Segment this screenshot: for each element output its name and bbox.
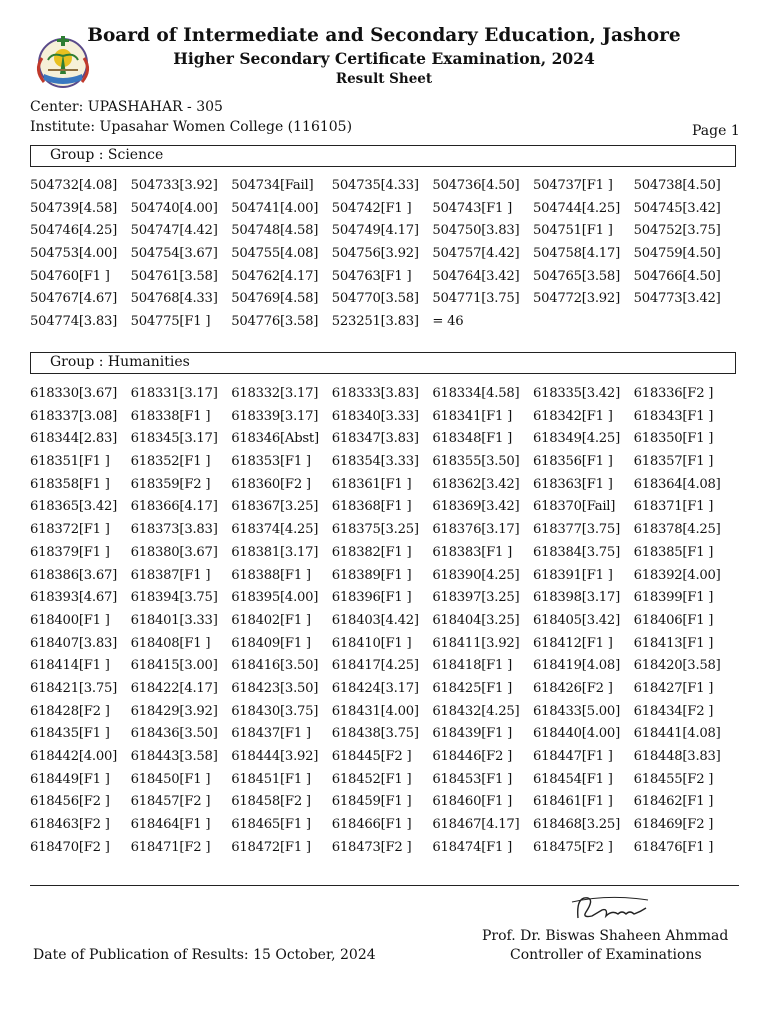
result-entry: 618468[3.25] [532,817,620,833]
result-entry: 618456[F2 ] [30,794,110,810]
result-entry: 504733[3.92] [130,178,218,193]
result-entry: 618443[3.58] [130,749,218,764]
result-entry: 618337[3.08] [30,408,117,424]
result-entry: 504747[4.42] [130,223,218,239]
result-entry: 618422[4.17] [130,680,218,696]
result-entry: 618330[3.67] [30,386,117,401]
result-entry: 618397[3.25] [432,590,520,606]
result-entry: 618381[3.17] [231,544,319,560]
controller-name: Prof. Dr. Biswas Shaheen Ahmmad [482,928,729,944]
result-entry: 618411[3.92] [432,635,520,651]
result-entry: 618404[3.25] [432,612,520,628]
result-entry: 504749[4.17] [331,223,419,239]
result-entry: 618336[F2 ] [633,386,714,401]
result-entry: 504775[F1 ] [130,314,211,330]
result-entry: 618454[F1 ] [532,771,613,787]
result-entry: 504774[3.83] [30,314,117,330]
result-entry: 504766[4.50] [633,268,721,284]
result-entry: 504772[3.92] [532,291,620,307]
result-entry: 618437[F1 ] [231,726,311,742]
result-entry: 618441[4.08] [633,726,721,742]
result-entry: 504767[4.67] [30,291,117,307]
result-entry: 618378[4.25] [633,522,721,538]
result-entry: 618423[3.50] [231,680,319,696]
result-entry: 504740[4.00] [130,200,218,216]
result-entry: 618333[3.83] [331,386,419,401]
result-entry: 618428[F2 ] [30,703,110,719]
result-entry: 618424[3.17] [331,680,419,696]
result-entry: 504773[3.42] [633,291,721,307]
result-entry: 618338[F1 ] [130,408,211,424]
result-entry: 504732[4.08] [30,178,117,193]
result-entry: 618430[3.75] [231,703,319,719]
result-entry: 618372[F1 ] [30,522,110,538]
result-entry: 618363[F1 ] [532,476,613,492]
result-entry: 618396[F1 ] [331,590,412,606]
result-entry: 618382[F1 ] [331,544,412,560]
sheet-title: Result Sheet [335,71,433,87]
result-entry: 618470[F2 ] [30,839,110,855]
result-entry: 618342[F1 ] [532,408,613,424]
result-entry: 618412[F1 ] [532,635,613,651]
result-entry: 618356[F1 ] [532,454,613,470]
result-entry: 618373[3.83] [130,522,218,538]
result-entry: 504759[4.50] [633,246,721,262]
result-entry: 504734[Fail] [231,178,314,193]
result-entry: 504753[4.00] [30,246,117,262]
result-entry: 504769[4.58] [231,291,319,307]
result-entry: 618472[F1 ] [231,839,311,855]
result-entry: 618392[4.00] [633,567,721,583]
result-entry: 618406[F1 ] [633,612,714,628]
result-entry: = 46 [432,314,464,330]
science-results-grid [30,175,734,334]
result-entry: 618445[F2 ] [331,749,412,764]
result-entry: 618391[F1 ] [532,567,613,583]
result-entry: 504742[F1 ] [331,200,412,216]
result-entry: 618418[F1 ] [432,658,512,674]
group-label: Group : Science [50,147,164,163]
result-entry: 618377[3.75] [532,522,620,538]
result-entry: 618359[F2 ] [130,476,211,492]
result-entry: 618332[3.17] [231,386,319,401]
result-entry: 618346[Abst] [231,431,319,447]
result-entry: 618357[F1 ] [633,454,714,470]
result-entry: 618436[3.50] [130,726,218,742]
result-entry: 618464[F1 ] [130,817,211,833]
result-entry: 504735[4.33] [331,178,419,193]
result-entry: 618354[3.33] [331,454,419,470]
result-entry: 618364[4.08] [633,476,721,492]
result-entry: 618341[F1 ] [432,408,512,424]
result-entry: 504756[3.92] [331,246,419,262]
result-entry: 618352[F1 ] [130,454,211,470]
result-entry: 618368[F1 ] [331,499,412,515]
result-entry: 504743[F1 ] [432,200,512,216]
result-entry: 504755[4.08] [231,246,319,262]
result-entry: 504738[4.50] [633,178,721,193]
result-entry: 618415[3.00] [130,658,218,674]
result-entry: 618471[F2 ] [130,839,211,855]
result-entry: 504764[3.42] [432,268,520,284]
result-entry: 618434[F2 ] [633,703,714,719]
controller-title: Controller of Examinations [510,947,702,963]
result-entry: 618448[3.83] [633,749,721,764]
result-entry: 504760[F1 ] [30,268,110,284]
result-entry: 618474[F1 ] [432,839,512,855]
result-entry: 618345[3.17] [130,431,218,447]
result-entry: 618331[3.17] [130,386,218,401]
result-entry: 504758[4.17] [532,246,620,262]
result-entry: 523251[3.83] [331,314,419,330]
result-entry: 618461[F1 ] [532,794,613,810]
group-header-humanities [30,352,736,374]
result-entry: 618442[4.00] [30,749,117,764]
result-entry: 618347[3.83] [331,431,419,447]
footer-divider [30,885,739,886]
result-entry: 618334[4.58] [432,386,520,401]
result-entry: 618476[F1 ] [633,839,714,855]
result-entry: 618339[3.17] [231,408,319,424]
result-entry: 504748[4.58] [231,223,319,239]
result-entry: 618429[3.92] [130,703,218,719]
result-entry: 618361[F1 ] [331,476,412,492]
result-entry: 504741[4.00] [231,200,319,216]
result-entry: 618348[F1 ] [432,431,512,447]
result-entry: 618466[F1 ] [331,817,412,833]
result-entry: 504739[4.58] [30,200,117,216]
result-entry: 504745[3.42] [633,200,721,216]
result-entry: 618335[3.42] [532,386,620,401]
result-entry: 618362[3.42] [432,476,520,492]
result-entry: 618350[F1 ] [633,431,714,447]
result-entry: 618379[F1 ] [30,544,110,560]
result-entry: 618453[F1 ] [432,771,512,787]
result-entry: 618452[F1 ] [331,771,412,787]
result-entry: 618417[4.25] [331,658,419,674]
result-entry: 618438[3.75] [331,726,419,742]
result-entry: 618425[F1 ] [432,680,512,696]
result-entry: 618458[F2 ] [231,794,311,810]
result-entry: 618463[F2 ] [30,817,110,833]
result-entry: 618343[F1 ] [633,408,714,424]
result-entry: 504746[4.25] [30,223,117,239]
result-entry: 618460[F1 ] [432,794,512,810]
result-entry: 618450[F1 ] [130,771,211,787]
result-entry: 618419[4.08] [532,658,620,674]
result-entry: 618467[4.17] [432,817,520,833]
result-entry: 618394[3.75] [130,590,218,606]
result-entry: 618440[4.00] [532,726,620,742]
result-entry: 618393[4.67] [30,590,117,606]
board-title: Board of Intermediate and Secondary Education, Jashore [87,25,681,46]
result-entry: 618389[F1 ] [331,567,412,583]
result-entry: 618386[3.67] [30,567,117,583]
result-entry: 618380[3.67] [130,544,218,560]
result-entry: 618370[Fail] [532,499,616,515]
controller-signature [568,888,652,928]
result-entry: 618475[F2 ] [532,839,613,855]
result-entry: 504752[3.75] [633,223,721,239]
result-entry: 618383[F1 ] [432,544,512,560]
result-entry: 504754[3.67] [130,246,218,262]
result-entry: 618465[F1 ] [231,817,311,833]
result-entry: 618401[3.33] [130,612,218,628]
result-entry: 618358[F1 ] [30,476,110,492]
result-entry: 618426[F2 ] [532,680,613,696]
result-entry: 618416[3.50] [231,658,319,674]
result-entry: 618340[3.33] [331,408,419,424]
result-entry: 618399[F1 ] [633,590,714,606]
exam-title: Higher Secondary Certificate Examination, 2024 [173,49,595,68]
result-entry: 618366[4.17] [130,499,218,515]
result-entry: 618369[3.42] [432,499,520,515]
result-entry: 618400[F1 ] [30,612,110,628]
result-entry: 618395[4.00] [231,590,319,606]
result-entry: 618431[4.00] [331,703,419,719]
result-entry: 618473[F2 ] [331,839,412,855]
institute-info: Institute: Upasahar Women College (116105) [30,119,353,135]
result-entry: 618444[3.92] [231,749,319,764]
result-entry: 618414[F1 ] [30,658,110,674]
result-entry: 504771[3.75] [432,291,520,307]
result-entry: 618420[3.58] [633,658,721,674]
result-entry: 618367[3.25] [231,499,319,515]
page-number: Page 1 [692,123,740,139]
result-entry: 504770[3.58] [331,291,419,307]
result-entry: 618409[F1 ] [231,635,311,651]
result-entry: 618451[F1 ] [231,771,311,787]
result-entry: 504765[3.58] [532,268,620,284]
result-entry: 618421[3.75] [30,680,117,696]
result-entry: 618449[F1 ] [30,771,110,787]
result-entry: 618403[4.42] [331,612,419,628]
result-entry: 504776[3.58] [231,314,319,330]
result-entry: 504762[4.17] [231,268,319,284]
center-info: Center: UPASHAHAR - 305 [30,99,223,115]
result-entry: 504736[4.50] [432,178,520,193]
result-entry: 618371[F1 ] [633,499,714,515]
result-entry: 504761[3.58] [130,268,218,284]
result-entry: 618446[F2 ] [432,749,512,764]
result-entry: 618408[F1 ] [130,635,211,651]
result-entry: 618402[F1 ] [231,612,311,628]
result-entry: 618353[F1 ] [231,454,311,470]
result-entry: 618351[F1 ] [30,454,110,470]
publication-date: Date of Publication of Results: 15 October, 2024 [33,947,376,963]
result-entry: 618410[F1 ] [331,635,412,651]
result-entry: 618455[F2 ] [633,771,714,787]
result-entry: 618385[F1 ] [633,544,714,560]
result-entry: 618344[2.83] [30,431,117,447]
result-entry: 618413[F1 ] [633,635,714,651]
result-entry: 618360[F2 ] [231,476,311,492]
result-entry: 618374[4.25] [231,522,319,538]
result-entry: 618390[4.25] [432,567,520,583]
result-entry: 618427[F1 ] [633,680,714,696]
result-entry: 618384[3.75] [532,544,620,560]
result-entry: 504751[F1 ] [532,223,613,239]
result-entry: 618376[3.17] [432,522,520,538]
group-label: Group : Humanities [50,354,190,370]
result-entry: 618439[F1 ] [432,726,512,742]
result-entry: 618349[4.25] [532,431,620,447]
result-entry: 504763[F1 ] [331,268,412,284]
result-entry: 618407[3.83] [30,635,117,651]
result-entry: 618435[F1 ] [30,726,110,742]
result-entry: 504757[4.42] [432,246,520,262]
result-entry: 618459[F1 ] [331,794,412,810]
result-entry: 618447[F1 ] [532,749,613,764]
result-entry: 618388[F1 ] [231,567,311,583]
result-entry: 618432[4.25] [432,703,520,719]
result-entry: 504750[3.83] [432,223,520,239]
result-entry: 504744[4.25] [532,200,620,216]
result-entry: 618433[5.00] [532,703,620,719]
result-entry: 618405[3.42] [532,612,620,628]
result-entry: 618457[F2 ] [130,794,211,810]
result-entry: 618387[F1 ] [130,567,211,583]
result-entry: 618469[F2 ] [633,817,714,833]
group-header-science [30,145,736,167]
humanities-results-grid [30,383,734,859]
result-entry: 618365[3.42] [30,499,117,515]
result-entry: 618375[3.25] [331,522,419,538]
result-entry: 504737[F1 ] [532,178,613,193]
result-entry: 504768[4.33] [130,291,218,307]
result-entry: 618462[F1 ] [633,794,714,810]
result-entry: 618355[3.50] [432,454,520,470]
result-entry: 618398[3.17] [532,590,620,606]
